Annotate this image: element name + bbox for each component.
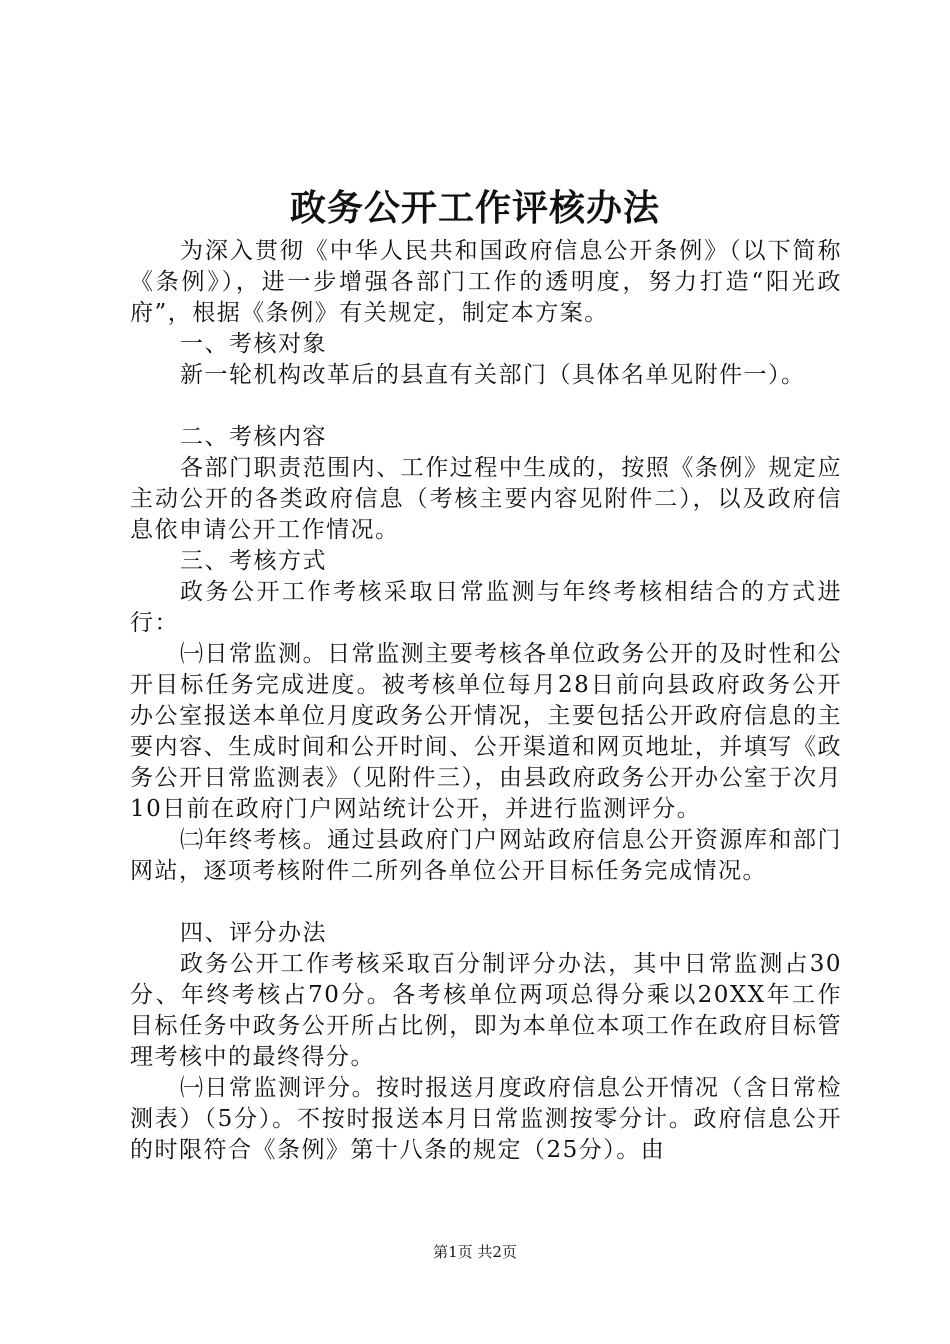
section-2-heading: 二、考核内容: [180, 424, 327, 450]
paragraph-spacer: [130, 887, 842, 918]
section-2-text: 各部门职责范围内、工作过程中生成的，按照《条例》规定应主动公开的各类政府信息（考核主要内容见附件二），以及政府信息依申请公开工作情况。: [130, 455, 842, 543]
section-3-heading: 三、考核方式: [180, 548, 327, 574]
section-3-text: 政务公开工作考核采取日常监测与年终考核相结合的方式进行：: [130, 579, 842, 636]
section-3-item-2: ㈡年终考核。通过县政府门户网站政府信息公开资源库和部门网站，逐项考核附件二所列各单位公开目标任务完成情况。: [130, 827, 842, 884]
section-4-heading: 四、评分办法: [180, 920, 327, 946]
paragraph-spacer: [130, 391, 842, 422]
section-1-text: 新一轮机构改革后的县直有关部门（具体名单见附件一）。: [180, 362, 806, 388]
section-3-item-1: ㈠日常监测。日常监测主要考核各单位政务公开的及时性和公开目标任务完成进度。被考核单位每月28日前向县政府政务公开办公室报送本单位月度政务公开情况，主要包括公开政府信息的主要内容、生成时间和公开时间、公开渠道和网页地址，并填写《政务公开日常监测表》（见附件三），由县政府政务公开办公室于次月10日前在政府门户网站统计公开，并进行监测评分。: [130, 641, 842, 822]
section-4-text: 政务公开工作考核采取百分制评分办法，其中日常监测占30分、年终考核占70分。各考核单位两项总得分乘以20XX年工作目标任务中政务公开所占比例，即为本单位本项工作在政府目标管理考核中的最终得分。: [130, 951, 842, 1070]
page-footer: 第1页 共2页: [433, 1243, 517, 1261]
document-body: [130, 236, 842, 1166]
intro-paragraph: 为深入贯彻《中华人民共和国政府信息公开条例》（以下简称《条例》），进一步增强各部门工作的透明度，努力打造“阳光政府”，根据《条例》有关规定，制定本方案。: [130, 238, 842, 326]
section-4-item-1: ㈠日常监测评分。按时报送月度政府信息公开情况（含日常检测表）（5分）。不按时报送本月日常监测按零分计。政府信息公开的时限符合《条例》第十八条的规定（25分）。由: [130, 1075, 842, 1163]
section-1-heading: 一、考核对象: [180, 331, 327, 357]
document-title: 政务公开工作评核办法: [289, 187, 660, 229]
